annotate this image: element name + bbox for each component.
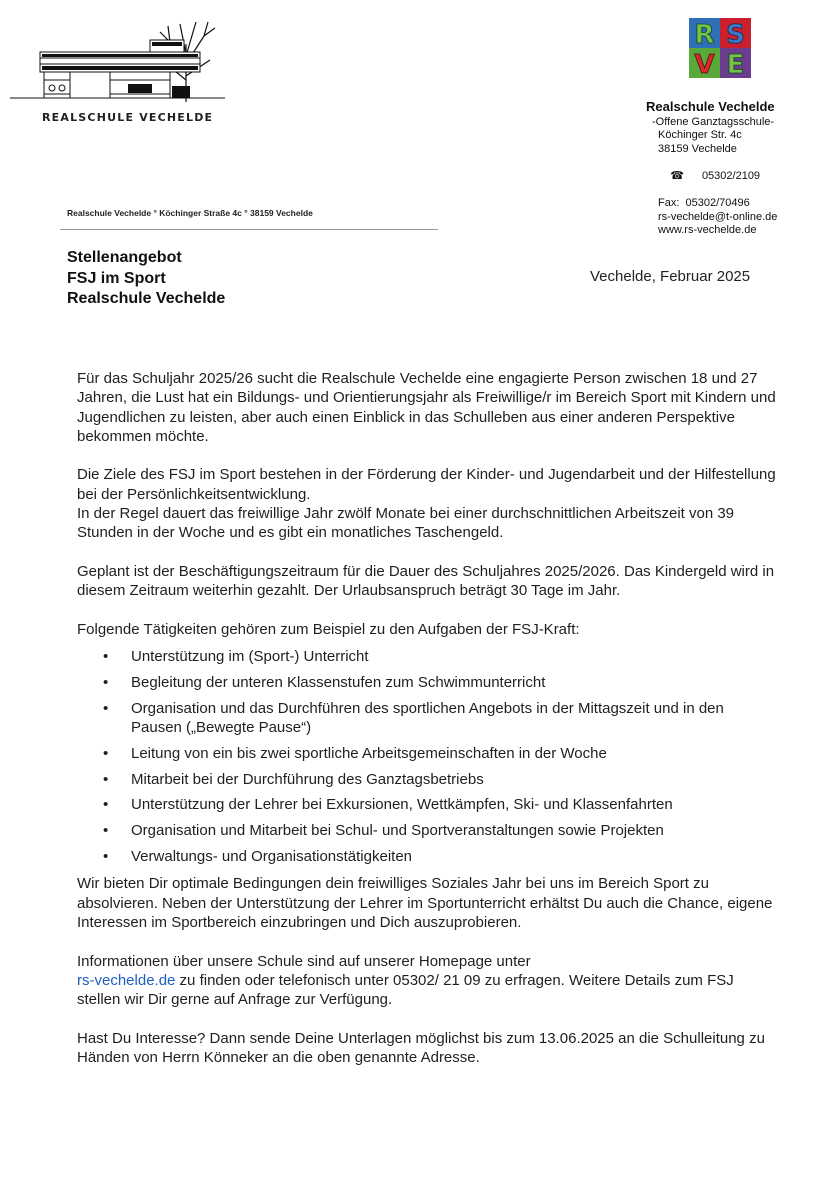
- task-text: Verwaltungs- und Organisationstätigkeiten: [131, 848, 413, 866]
- contact-web[interactable]: www.rs-vechelde.de: [658, 224, 757, 237]
- bullet: •: [103, 744, 109, 762]
- title-line-1: Stellenangebot: [67, 249, 182, 266]
- homepage-link[interactable]: rs-vechelde.de: [77, 971, 176, 989]
- list-item: [77, 744, 777, 763]
- contact-subtitle: -Offene Ganztagsschule-: [652, 115, 775, 128]
- list-item: [77, 821, 777, 840]
- paragraph-intro: Für das Schuljahr 2025/26 sucht die Realschule Vechelde eine engagierte Person zwischen 18 und 27 Jahren, die Lust hat ein Bildungs- und Orientierungsjahr als Freiwillige/r im Bereich Sport mit Kindern und Jugendlichen zu leisten, aber auch einen Einblick in das Schulleben aus einer anderen Perspektive bekommen möchte.: [77, 370, 776, 445]
- paragraph-period: Geplant ist der Beschäftigungszeitraum für die Dauer des Schuljahres 2025/2026. Das Kindergeld wird in diesem Zeitraum weiterhin gezahlt. Der Urlaubsanspruch beträgt 30 Tage im Jahr.: [77, 562, 775, 600]
- document-title: [67, 248, 225, 310]
- task-list: [77, 647, 777, 866]
- paragraph-info-rest: zu finden oder telefonisch unter 05302/ 21 09 zu erfragen. Weitere Details zum FSJ stellen wir Dir gerne auf Anfrage zur Verfügung.: [77, 971, 734, 1009]
- list-item: [77, 699, 777, 738]
- task-text: Unterstützung im (Sport-) Unterricht: [131, 648, 369, 666]
- telephone-icon: ☎: [670, 169, 684, 182]
- paragraph-offer: Wir bieten Dir optimale Bedingungen dein freiwilliges Soziales Jahr bei uns im Bereich Sport zu absolvieren. Neben der Unterstützung der Lehrer im Sportunterricht erhältst Du auch die Chance, eigene Interessen im Sportbereich einzubringen und Dich auszuprobieren.: [77, 875, 773, 931]
- paragraph-info-intro: Informationen über unsere Schule sind auf unserer Homepage unter: [77, 952, 531, 970]
- bullet: •: [103, 648, 109, 666]
- paragraph-goals: [77, 465, 777, 542]
- sender-divider: [60, 229, 438, 230]
- list-item: [77, 673, 777, 692]
- contact-email[interactable]: rs-vechelde@t-online.de: [658, 210, 778, 223]
- contact-city: 38159 Vechelde: [658, 142, 737, 155]
- list-item: [77, 770, 777, 789]
- bullet: •: [103, 699, 109, 717]
- paragraph-application: Hast Du Interesse? Dann sende Deine Unterlagen möglichst bis zum 13.06.2025 an die Schulleitung zu Händen von Herrn Könneker an die oben genannte Adresse.: [77, 1029, 765, 1066]
- contact-phone-row: [646, 156, 777, 197]
- rsve-letter-e: E: [726, 50, 745, 78]
- list-item: [77, 847, 777, 866]
- task-text: Organisation und Mitarbeit bei Schul- und Sportveranstaltungen sowie Projekten: [131, 822, 664, 840]
- bullet: •: [103, 822, 109, 840]
- contact-block: [646, 100, 777, 238]
- letter-body: [77, 369, 777, 1087]
- contact-fax: Fax: 05302/70496: [658, 197, 750, 210]
- school-building-logo: [10, 14, 225, 126]
- contact-street: Köchinger Str. 4c: [658, 129, 742, 142]
- school-logo-label: REALSCHULE VECHELDE: [42, 111, 214, 124]
- rsve-letter-s: S: [726, 20, 745, 50]
- paragraph-tasks-intro: Folgende Tätigkeiten gehören zum Beispiel zu den Aufgaben der FSJ-Kraft:: [77, 620, 580, 638]
- bullet: •: [103, 796, 109, 814]
- sender-line: Realschule Vechelde ° Köchinger Straße 4c ° 38159 Vechelde: [67, 208, 313, 218]
- bullet: •: [103, 770, 109, 788]
- task-text: Mitarbeit bei der Durchführung des Ganztagsbetriebs: [131, 770, 484, 788]
- contact-school-name: Realschule Vechelde: [646, 99, 775, 114]
- list-item: [77, 795, 777, 814]
- task-text: Leitung von ein bis zwei sportliche Arbeitsgemeinschaften in der Woche: [131, 744, 607, 762]
- title-line-2: FSJ im Sport: [67, 269, 166, 287]
- paragraph-goals-text: Die Ziele des FSJ im Sport bestehen in der Förderung der Kinder- und Jugendarbeit und der Hilfestellung bei der Persönlichkeitsentwicklung.: [77, 466, 776, 503]
- contact-phone: 05302/2109: [701, 169, 761, 182]
- rsve-letter-v: V: [694, 50, 715, 78]
- bullet: •: [103, 673, 109, 691]
- task-text: Unterstützung der Lehrer bei Exkursionen, Wettkämpfen, Ski- und Klassenfahrten: [131, 796, 673, 814]
- paragraph-duration-text: In der Regel dauert das freiwillige Jahr zwölf Monate bei einer durchschnittlichen Arbeitszeit von 39 Stunden in der Woche und es gibt ein monatliches Taschengeld.: [77, 505, 735, 542]
- title-line-3: Realschule Vechelde: [67, 290, 226, 307]
- document-date: Vechelde, Februar 2025: [590, 268, 751, 285]
- task-text: Organisation und das Durchführen des sportlichen Angebots in der Mittagszeit und in den Pausen („Bewegte Pause“): [131, 699, 724, 737]
- list-item: [77, 647, 777, 666]
- bullet: •: [103, 848, 109, 866]
- rsve-logo: [689, 18, 751, 78]
- rsve-letter-r: R: [694, 20, 715, 50]
- paragraph-info: [77, 952, 777, 1010]
- task-text: Begleitung der unteren Klassenstufen zum Schwimmunterricht: [131, 673, 546, 691]
